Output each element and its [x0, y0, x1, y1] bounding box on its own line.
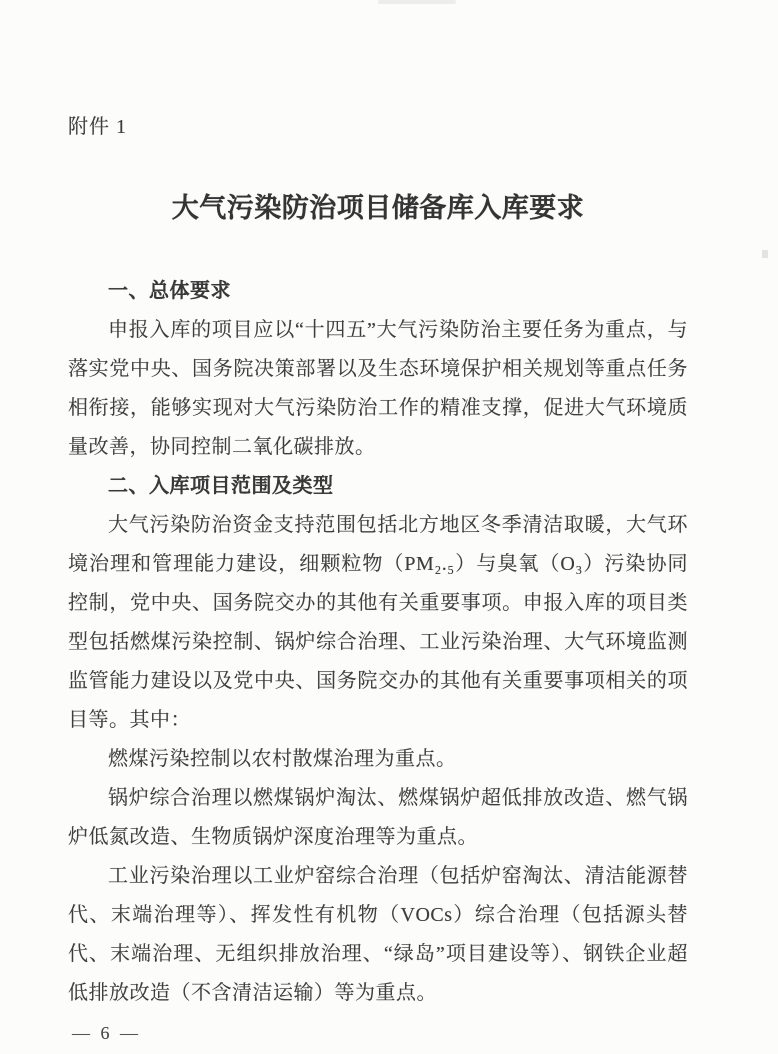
scan-artifact: [762, 250, 768, 258]
paragraph-funding-scope: 大气污染防治资金支持范围包括北方地区冬季清洁取暖，大气环境治理和管理能力建设，细颗粒物（PM₂.₅）与臭氧（O₃）污染协同控制，党中央、国务院交办的其他有关重要事项。申报入库的项目类型包括燃煤污染控制、锅炉综合治理、工业污染治理、大气环境监测监管能力建设以及党中央、国务院交办的其他有关重要事项相关的项目等。其中：: [68, 514, 688, 731]
document-title: 大气污染防治项目储备库入库要求: [171, 193, 585, 223]
paragraph-coal-pollution-control: 燃煤污染控制以农村散煤治理为重点。: [108, 748, 457, 770]
paragraph-boiler-treatment: 锅炉综合治理以燃煤锅炉淘汰、燃煤锅炉超低排放改造、燃气锅炉低氮改造、生物质锅炉深度治理等为重点。: [68, 787, 688, 848]
paragraph-industrial-pollution-treatment: 工业污染治理以工业炉窑综合治理（包括炉窑淘汰、清洁能源替代、末端治理等）、挥发性有机物（VOCs）综合治理（包括源头替代、末端治理、无组织排放治理、“绿岛”项目建设等）、钢铁企业超低排放改造（不含清洁运输）等为重点。: [68, 865, 688, 1004]
document-body: [68, 272, 688, 1013]
page-number: — 6 —: [72, 1023, 141, 1043]
section-heading-project-scope-types: 二、入库项目范围及类型: [108, 475, 334, 497]
section-heading-overall-requirements: 一、总体要求: [108, 280, 231, 302]
paragraph-overall-requirements: 申报入库的项目应以“十四五”大气污染防治主要任务为重点，与落实党中央、国务院决策部署以及生态环境保护相关规划等重点任务相衔接，能够实现对大气污染防治工作的精准支撑，促进大气环境质量改善，协同控制二氧化碳排放。: [68, 319, 688, 458]
attachment-label: 附件 1: [68, 116, 127, 138]
scan-artifact: [378, 0, 456, 4]
